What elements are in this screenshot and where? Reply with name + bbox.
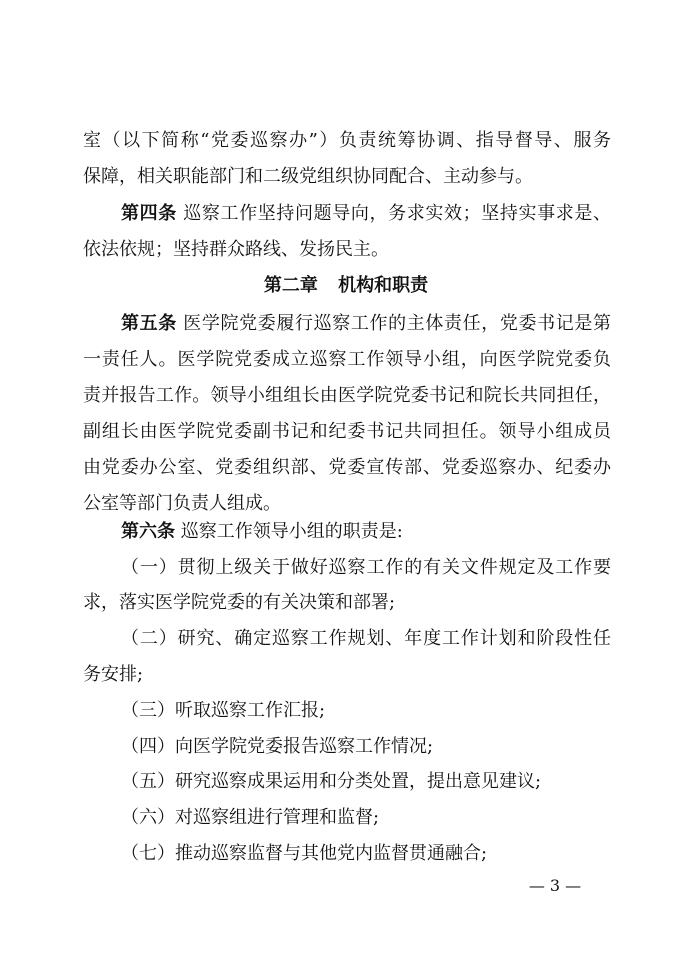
article-4-label: 第四条 (121, 203, 177, 224)
list-item: （三）听取巡察工作汇报; (121, 700, 326, 721)
chapter-heading (0, 274, 692, 298)
list-item: （二）研究、确定巡察工作规划、年度工作计划和阶段性任 (121, 628, 611, 649)
paragraph-line: 保障，相关职能部门和二级党组织协同配合、主动参与。 (83, 166, 533, 187)
paragraph-line: 责并报告工作。领导小组组长由医学院党委书记和院长共同担任， (83, 385, 611, 406)
article-5-line (121, 312, 611, 336)
chapter-title: 机构和职责 (338, 275, 429, 296)
list-item-continuation: 求，落实医学院党委的有关决策和部署; (83, 592, 396, 613)
article-6-line (121, 520, 611, 544)
paragraph-line: 一责任人。医学院党委成立巡察工作领导小组，向医学院党委负 (83, 349, 611, 370)
list-item-continuation: 务安排; (83, 664, 144, 685)
list-item: （七）推动巡察监督与其他党内监督贯通融合; (121, 843, 488, 864)
article-6-label: 第六条 (121, 521, 175, 542)
page-number: — 3 — (528, 876, 582, 895)
paragraph-line: 副组长由医学院党委副书记和纪委书记共同担任。领导小组成员 (83, 421, 611, 442)
paragraph-line: 室（以下简称“党委巡察办”）负责统筹协调、指导督导、服务 (83, 130, 611, 151)
list-item: （六）对巡察组进行管理和监督; (121, 807, 380, 828)
chapter-number: 第二章 (263, 275, 318, 296)
paragraph-line: 公室等部门负责人组成。 (83, 493, 281, 514)
article-4-line (121, 202, 611, 226)
article-6-text: 巡察工作领导小组的职责是: (180, 521, 403, 542)
list-item: （四）向医学院党委报告巡察工作情况; (121, 736, 434, 757)
article-5-label: 第五条 (121, 313, 177, 334)
list-item: （一）贯彻上级关于做好巡察工作的有关文件规定及工作要 (121, 557, 611, 578)
paragraph-line: 依法依规；坚持群众路线、发扬民主。 (83, 239, 389, 260)
article-4-text: 巡察工作坚持问题导向，务求实效；坚持实事求是、 (183, 203, 612, 224)
list-item: （五）研究巡察成果运用和分类处置，提出意见建议; (121, 771, 542, 792)
article-5-text: 医学院党委履行巡察工作的主体责任，党委书记是第 (183, 313, 612, 334)
paragraph-line: 由党委办公室、党委组织部、党委宣传部、党委巡察办、纪委办 (83, 457, 611, 478)
